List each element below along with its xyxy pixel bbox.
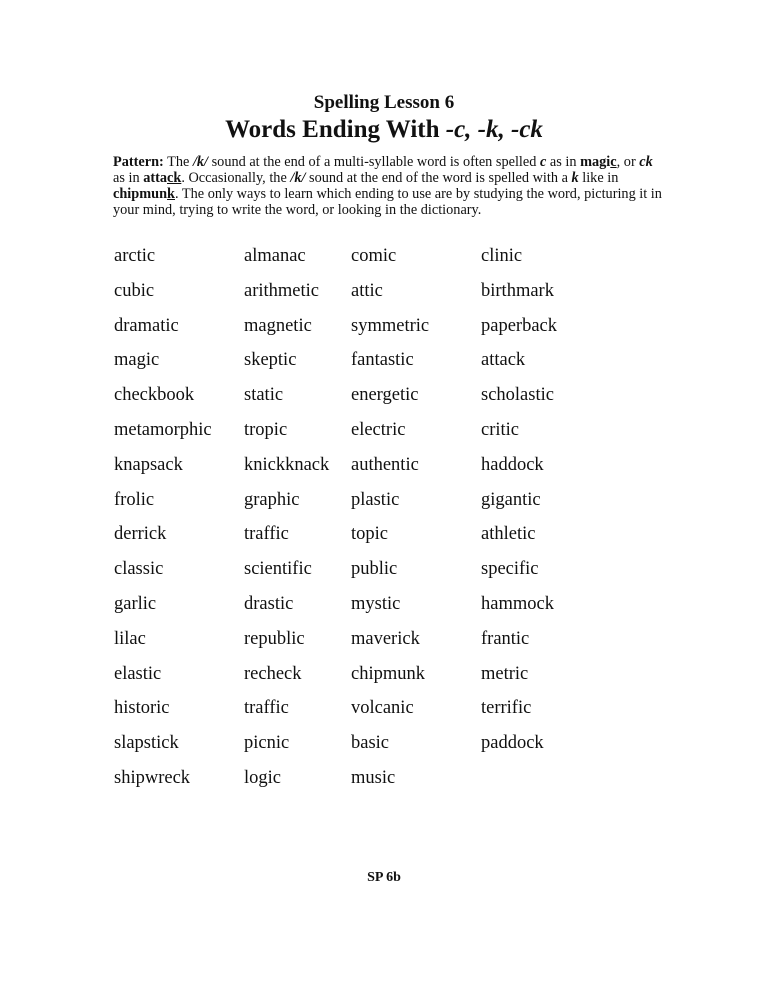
spelling-word: traffic [244,698,289,719]
spelling-word [481,768,601,803]
spelling-word: knapsack [114,454,183,475]
spelling-word: volcanic [351,698,414,719]
word-row [114,385,601,420]
spelling-word: metamorphic [114,419,212,440]
spelling-word: scholastic [481,385,554,406]
spelling-word: gigantic [481,489,541,510]
spelling-word: specific [481,559,539,580]
spelling-word: metric [481,663,529,684]
spelling-word: mystic [351,593,401,614]
spelling-word: arctic [114,246,156,266]
spelling-word: tropic [244,419,288,440]
word-row [114,768,601,803]
word-row [114,316,601,351]
spelling-word: arithmetic [244,280,319,301]
word-row [114,281,601,316]
spelling-word: magnetic [244,315,312,336]
word-row [114,246,601,281]
spelling-word: recheck [244,663,302,684]
spelling-word: classic [114,559,164,580]
spelling-word: elastic [114,663,162,684]
word-row [114,524,601,559]
spelling-word: energetic [351,385,419,406]
spelling-word: scientific [244,559,312,580]
spelling-word: slapstick [114,733,179,754]
spelling-word: drastic [244,593,294,614]
spelling-word: attic [351,280,383,301]
spelling-word: frolic [114,489,155,510]
spelling-word: picnic [244,733,290,754]
spelling-word: topic [351,524,388,545]
word-row [114,490,601,525]
spelling-word: republic [244,628,305,649]
page-code: SP 6b [367,870,401,885]
spelling-word: garlic [114,593,157,614]
spelling-word: knickknack [244,454,330,475]
spelling-word: paperback [481,315,558,336]
word-row [114,698,601,733]
word-row [114,629,601,664]
spelling-word: authentic [351,454,419,475]
word-row [114,664,601,699]
title-endings: -c, -k, -ck [445,116,543,143]
spelling-word: attack [481,350,526,371]
spelling-word: plastic [351,489,400,510]
spelling-word: public [351,559,398,580]
spelling-word: dramatic [114,315,179,336]
spelling-word: static [244,385,284,406]
spelling-word: comic [351,246,397,266]
spelling-word: terrific [481,698,532,719]
spelling-word: graphic [244,489,300,510]
spelling-word: basic [351,733,390,754]
word-list [114,246,601,803]
spelling-word: chipmunk [351,663,425,684]
word-row [114,455,601,490]
spelling-word: paddock [481,733,544,754]
spelling-word: frantic [481,628,530,649]
spelling-word: haddock [481,454,544,475]
spelling-word: hammock [481,593,554,614]
spelling-word: historic [114,698,170,719]
spelling-word: clinic [481,246,523,266]
word-row [114,733,601,768]
word-row [114,350,601,385]
spelling-word: birthmark [481,280,554,301]
spelling-word: shipwreck [114,767,191,788]
word-row [114,559,601,594]
pattern-paragraph: Pattern: The /k/ sound at the end of a multi-syllable word is often spelled c as in magic, or ck as in attack. Occasionally, the /k/ sound at the end of the word is spelled with a k like in chipmunk. The only ways to learn which ending to use are by studying the word, picturing it in your mind, trying to write the word, or looking in the dictionary. [113,154,662,218]
spelling-word: traffic [244,524,289,545]
spelling-word: maverick [351,628,420,649]
spelling-word: logic [244,767,281,788]
spelling-word: symmetric [351,315,430,336]
spelling-word: critic [481,419,520,440]
spelling-word: checkbook [114,385,195,406]
spelling-word: cubic [114,280,155,301]
spelling-word: electric [351,419,406,440]
spelling-word: athletic [481,524,536,545]
lesson-subtitle: Spelling Lesson 6 [313,92,455,113]
spelling-word: lilac [114,628,146,649]
page-title [0,116,768,144]
word-row [114,594,601,629]
spelling-word: fantastic [351,350,414,371]
spelling-word: almanac [244,246,306,266]
spelling-word: magic [114,350,160,371]
spelling-word: skeptic [244,350,297,371]
spelling-word: derrick [114,524,167,545]
title-text: Words Ending With [225,116,446,143]
word-row [114,420,601,455]
spelling-word: music [351,767,396,788]
